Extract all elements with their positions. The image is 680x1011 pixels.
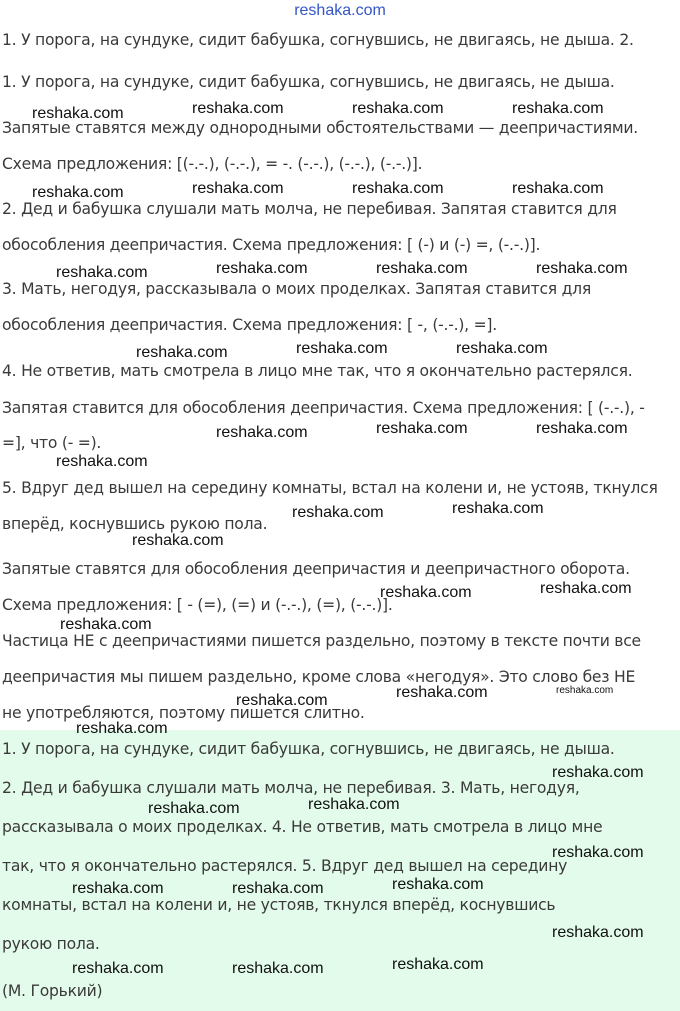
watermark: reshaka.com xyxy=(148,800,240,817)
source-line: рукою пола. xyxy=(2,935,100,953)
text-line: не употребляются, поэтому пишется слитно. xyxy=(2,704,365,722)
text-line: 3. Мать, негодуя, рассказывала о моих проделках. Запятая ставится для xyxy=(2,280,591,298)
watermark: reshaka.com xyxy=(308,796,400,813)
watermark: reshaka.com xyxy=(392,956,484,973)
watermark: reshaka.com xyxy=(72,880,164,897)
watermark: reshaka.com xyxy=(132,532,224,549)
watermark: reshaka.com xyxy=(392,876,484,893)
text-line: 2. Дед и бабушка слушали мать молча, не перебивая. Запятая ставится для xyxy=(2,200,617,218)
watermark: reshaka.com xyxy=(352,180,444,197)
watermark: reshaka.com xyxy=(76,720,168,737)
watermark: reshaka.com xyxy=(512,100,604,117)
source-line: так, что я окончательно растерялся. 5. Вдруг дед вышел на середину xyxy=(2,857,568,875)
text-line: =], что (- =). xyxy=(2,434,102,452)
watermark: reshaka.com xyxy=(232,960,324,977)
source-line: 1. У порога, на сундуке, сидит бабушка, согнувшись, не двигаясь, не дыша. xyxy=(2,740,615,758)
watermark: reshaka.com xyxy=(296,340,388,357)
watermark: reshaka.com xyxy=(32,184,124,201)
source-line: рассказывала о моих проделках. 4. Не ответив, мать смотрела в лицо мне xyxy=(2,818,603,836)
watermark: reshaka.com xyxy=(216,424,308,441)
watermark: reshaka.com xyxy=(192,100,284,117)
watermark: reshaka.com xyxy=(456,340,548,357)
watermark: reshaka.com xyxy=(376,260,468,277)
watermark: reshaka.com xyxy=(396,684,488,701)
text-line: 1. У порога, на сундуке, сидит бабушка, согнувшись, не двигаясь, не дыша. xyxy=(2,73,615,91)
watermark: reshaka.com xyxy=(552,924,644,941)
text-line: вперёд, коснувшись рукою пола. xyxy=(2,515,268,533)
watermark: reshaka.com xyxy=(552,764,644,781)
text-line: Запятые ставятся для обособления деепричастия и деепричастного оборота. xyxy=(2,560,630,578)
watermark: reshaka.com xyxy=(72,960,164,977)
text-line: деепричастия мы пишем раздельно, кроме слова «негодуя». Это слово без НЕ xyxy=(2,668,636,686)
text-line: Схема предложения: [ - (=), (=) и (-.-.), (=), (-.-.)]. xyxy=(2,596,393,614)
watermark: reshaka.com xyxy=(292,504,384,521)
watermark: reshaka.com xyxy=(512,180,604,197)
source-line: 2. Дед и бабушка слушали мать молча, не перебивая. 3. Мать, негодуя, xyxy=(2,779,580,797)
site-link[interactable]: reshaka.com xyxy=(294,2,386,19)
text-line: Частица НЕ с деепричастиями пишется раздельно, поэтому в тексте почти все xyxy=(2,632,641,650)
text-line: Запятые ставятся между однородными обстоятельствами — деепричастиями. xyxy=(2,119,638,137)
watermark: reshaka.com xyxy=(540,580,632,597)
source-line: комнаты, встал на колени и, не устояв, ткнулся вперёд, коснувшись xyxy=(2,896,556,914)
text-line: Схема предложения: [(-.-.), (-.-.), = -. (-.-.), (-.-.), (-.-.)]. xyxy=(2,155,423,173)
watermark: reshaka.com xyxy=(32,105,124,122)
text-line: 4. Не ответив, мать смотрела в лицо мне так, что я окончательно растерялся. xyxy=(2,362,633,380)
watermark: reshaka.com xyxy=(552,844,644,861)
watermark: reshaka.com xyxy=(232,880,324,897)
text-line: 1. У порога, на сундуке, сидит бабушка, согнувшись, не двигаясь, не дыша. 2. xyxy=(2,31,634,49)
watermark: reshaka.com xyxy=(352,100,444,117)
watermark: reshaka.com xyxy=(556,685,614,696)
site-header xyxy=(0,2,680,20)
text-line: 5. Вдруг дед вышел на середину комнаты, встал на колени и, не устояв, ткнулся xyxy=(2,479,658,497)
watermark: reshaka.com xyxy=(136,344,228,361)
watermark: reshaka.com xyxy=(56,264,148,281)
text-line: обособления деепричастия. Схема предложения: [ (-) и (-) =, (-.-.)]. xyxy=(2,236,541,254)
watermark: reshaka.com xyxy=(536,420,628,437)
watermark: reshaka.com xyxy=(536,260,628,277)
watermark: reshaka.com xyxy=(192,180,284,197)
watermark: reshaka.com xyxy=(56,453,148,470)
text-line: Запятая ставится для обособления деепричастия. Схема предложения: [ (-.-.), - xyxy=(2,399,645,417)
watermark: reshaka.com xyxy=(236,692,328,709)
watermark: reshaka.com xyxy=(452,500,544,517)
text-line: обособления деепричастия. Схема предложения: [ -, (-.-.), =]. xyxy=(2,316,497,334)
watermark: reshaka.com xyxy=(380,584,472,601)
watermark: reshaka.com xyxy=(216,260,308,277)
watermark: reshaka.com xyxy=(376,420,468,437)
source-line: (М. Горький) xyxy=(2,982,103,1000)
watermark: reshaka.com xyxy=(60,616,152,633)
